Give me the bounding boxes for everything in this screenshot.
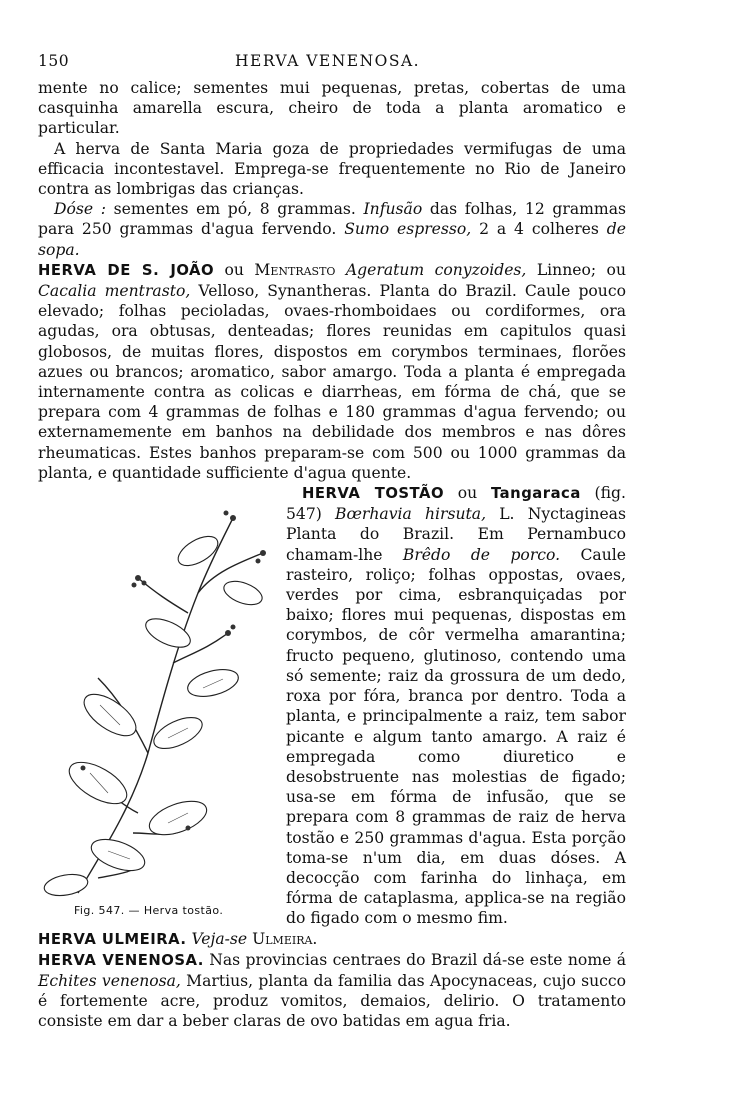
herva-tostao-illustration bbox=[38, 483, 274, 919]
dose-label: Dóse : bbox=[54, 200, 107, 219]
entry-herva-venenosa: HERVA VENENOSA. Nas provincias centraes do Brazil dá-se este nome á Echites venenosa, Martius, planta da familia das Apocynaceas, cujo succo é fortemente acre, produz vomitos, demaios, delirio. O tratamento consiste em dar a beber claras de ovo batidas em agua fria. bbox=[38, 950, 626, 1031]
entry-heading: HERVA VENENOSA. bbox=[38, 951, 204, 969]
paragraph-santa-maria: A herva de Santa Maria goza de propriedades vermifugas de uma efficacia incontestavel. Emprega-se frequentemente no Rio de Janeiro contra as lombrigas das crianças. bbox=[38, 139, 626, 199]
running-title: HERVA VENENOSA. bbox=[234, 52, 421, 70]
book-page bbox=[38, 52, 626, 1032]
entry-heading: HERVA TOSTÃO bbox=[302, 485, 445, 503]
entry-herva-ulmeira: HERVA ULMEIRA. Veja-se Ulmeira. bbox=[38, 929, 318, 948]
figure-547 bbox=[38, 483, 274, 919]
paragraph-continuation: mente no calice; sementes mui pequenas, pretas, cobertas de uma casquinha amarella escura, cheiro de toda a planta aromatico e particular. bbox=[38, 79, 626, 138]
entry-heading: HERVA DE S. JOÃO bbox=[38, 261, 215, 279]
page-number: 150 bbox=[38, 52, 70, 70]
page-header bbox=[38, 52, 626, 78]
entry-heading: HERVA ULMEIRA. bbox=[38, 930, 187, 948]
figure-caption: Fig. 547. — Herva tostão. bbox=[74, 904, 224, 918]
entry-herva-tostao: HERVA TOSTÃO ou Tangaraca (fig. 547) Bœrhavia hirsuta, L. Nyctagineas Planta do Brazil. Em Pernambuco chamam-lhe Brêdo de porco. Caule rasteiro, roliço; folhas oppostas, ovaes, verdes por cima, esbranquiçadas por baixo; flores mui pequenas, dispostas em corymbos, de côr vermelha amarantina; fructo pequeno, glutinoso, contendo uma só semente; raiz da grossura de um dedo, roxa por fóra, branca por dentro. Toda a planta, e principalmente a raiz, tem sabor picante e algum tanto amargo. A raiz é empregada como diuretico e desobstruente nas molestias de figado; usa-se em fórma de infusão, que se prepara com 8 grammas de raiz de herva tostão e 250 grammas d'agua. Esta porção toma-se n'um dia, em duas dóses. A decocção com farinha do linhaça, em fórma de cataplasma, applica-se na região do figado com o mesmo fim. bbox=[286, 484, 626, 928]
paragraph-dose: Dóse : sementes em pó, 8 grammas. Infusão das folhas, 12 grammas para 250 grammas d'agua fervendo. Sumo espresso, 2 a 4 colheres de sopa. bbox=[38, 200, 626, 259]
entry-herva-de-s-joao: HERVA DE S. JOÃO ou Mentrasto Ageratum conyzoides, Linneo; ou Cacalia mentrasto, Velloso, Synantheras. Planta do Brazil. Caule pouco elevado; folhas pecioladas, ovaes-rhomboidaes ou cordiformes, ora agudas, ora obtusas, denteadas; flores reunidas em capitulos quasi globosos, de muitas flores, dispostos em corymbos terminaes, florões azues ou brancos; aromatico, sabor amargo. Toda a planta é empregada internamente contra as colicas e diarrheas, em fórma de chá, que se prepara com 4 grammas de folhas e 180 grammas d'agua fervendo; ou externamemente em banhos na debilidade dos membros e nas dôres rheumaticas. Estes banhos preparam-se com 500 ou 1000 grammas da planta, e quantidade sufficiente d'agua quente. bbox=[38, 260, 626, 482]
